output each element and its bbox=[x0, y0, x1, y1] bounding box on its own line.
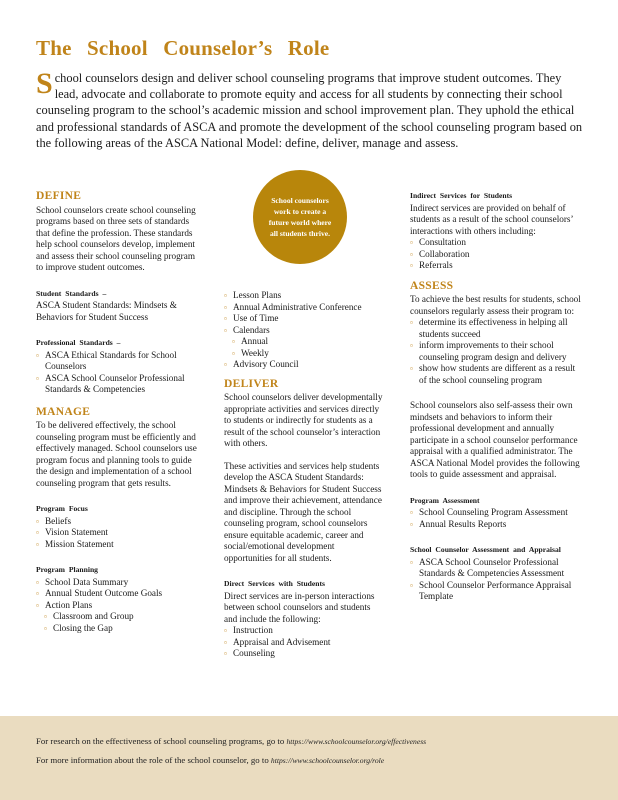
assess-heading: ASSESS bbox=[410, 279, 454, 292]
deliver-text: School counselors deliver developmentally appropriate activities and services directly to students or indirectly for students as a result of the school counselor’s interaction with others. bbox=[224, 392, 383, 448]
list-item: ▫ Vision Statement bbox=[36, 527, 200, 539]
list-item: ▫ School Counseling Program Assessment bbox=[410, 507, 582, 519]
intro-paragraph bbox=[36, 67, 584, 151]
list-item: ▫ inform improvements to their school counseling program design and delivery bbox=[410, 340, 582, 363]
effectiveness-link[interactable]: https://www.schoolcounselor.org/effectiveness bbox=[286, 737, 427, 746]
footer-band bbox=[0, 716, 618, 800]
list-item: ▫ Referrals bbox=[410, 260, 582, 272]
direct-services-list bbox=[224, 625, 384, 660]
list-item: ▫ Annual Administrative Conference bbox=[224, 302, 384, 314]
list-item: ▫ School Counselor Performance Appraisal Template bbox=[410, 580, 582, 603]
manage-text: To be delivered effectively, the school counseling program must be efficiently and effectively managed. School counselors use program focus and planning tools to guide the design and implementation of a school counseling program that gets results. bbox=[36, 420, 197, 488]
intro-text: chool counselors design and deliver school counseling programs that improve student outcomes. They lead, advocate and collaborate to promote equity and access for all students by connecting their school counseling program to the school’s academic mission and school improvement plan. They uphold the ethical and professional standards of ASCA and promote the development of the school counseling program based on the following areas of the ASCA National Model: define, deliver, manage and assess. bbox=[36, 71, 583, 150]
deliver-text-2: These activities and services help students develop the ASCA Student Standards: Mindsets & Behaviors for Student Success and improve their achievement, attendance and discipline. Through the school counseling program, school counselors ensure equitable academic, career and social/emotional development opportunities for all students. bbox=[224, 460, 382, 563]
assess-list bbox=[410, 317, 582, 386]
list-item: ▫ Collaboration bbox=[410, 249, 582, 261]
list-item: ▫ Closing the Gap bbox=[36, 623, 200, 635]
list-item: ▫ Mission Statement bbox=[36, 539, 200, 551]
indirect-services-list bbox=[410, 237, 582, 272]
list-item: ▫ Calendars bbox=[224, 325, 384, 337]
column-middle bbox=[224, 290, 384, 660]
list-item: ▫ Annual bbox=[224, 336, 384, 348]
role-link[interactable]: https://www.schoolcounselor.org/role bbox=[270, 756, 385, 765]
list-item: ▫ Annual Results Reports bbox=[410, 519, 582, 531]
list-item: ▫ show how students are different as a result of the school counseling program bbox=[410, 363, 582, 386]
define-text: School counselors create school counseling programs based on three sets of standards that define the profession. These standards help school counselors develop, implement and assess their school counseling program to improve student outcomes. bbox=[36, 204, 196, 272]
program-focus-label: Program Focus bbox=[36, 504, 88, 513]
mission-circle bbox=[253, 170, 347, 264]
indirect-services-text: Indirect services are provided on behalf of students as a result of the school counselors’ interactions with others including: bbox=[410, 202, 573, 236]
list-item: ▫ Use of Time bbox=[224, 313, 384, 325]
footer-text: For more information about the role of the school counselor, go to bbox=[36, 755, 269, 765]
define-heading: DEFINE bbox=[36, 190, 82, 202]
list-item: ▫ Appraisal and Advisement bbox=[224, 637, 384, 649]
list-item: ▫ Advisory Council bbox=[224, 359, 384, 371]
list-item: ▫ Classroom and Group bbox=[36, 611, 200, 623]
list-item: ▫ ASCA Ethical Standards for School Counselors bbox=[36, 350, 200, 373]
list-item: ▫ Action Plans bbox=[36, 600, 200, 612]
program-assessment-list bbox=[410, 507, 582, 530]
program-focus-list bbox=[36, 516, 200, 551]
assess-text-2: School counselors also self-assess their own mindsets and behaviors to inform their professional development and annually participate in a school counselor performance appraisal with a qualified administrator. The ASCA National Model provides the following tools to guide assessment and appraisal. bbox=[410, 400, 580, 479]
program-assessment-label: Program Assessment bbox=[410, 495, 480, 505]
professional-standards-label: Professional Standards – bbox=[36, 338, 121, 347]
list-item: ▫ Beliefs bbox=[36, 516, 200, 528]
manage-tools-list bbox=[224, 290, 384, 371]
program-planning-list bbox=[36, 577, 200, 635]
list-item: ▫ Instruction bbox=[224, 625, 384, 637]
assess-text: To achieve the best results for students, school counselors regularly assess their program to: bbox=[410, 294, 581, 316]
footer-line-role bbox=[36, 755, 384, 765]
footer-text: For research on the effectiveness of school counseling programs, go to bbox=[36, 736, 285, 746]
appraisal-list bbox=[410, 557, 582, 603]
list-item: ▫ ASCA School Counselor Professional Standards & Competencies Assessment bbox=[410, 557, 582, 580]
column-left bbox=[36, 191, 200, 634]
direct-services-label: Direct Services with Students bbox=[224, 579, 325, 588]
column-right bbox=[410, 190, 582, 603]
footer-line-research bbox=[36, 736, 426, 746]
list-item: ▫ Lesson Plans bbox=[224, 290, 384, 302]
student-standards-text: ASCA Student Standards: Mindsets & Behaviors for Student Success bbox=[36, 300, 177, 322]
drop-cap: S bbox=[36, 67, 53, 100]
page-title: The School Counselor’s Role bbox=[36, 36, 330, 60]
list-item: ▫ Weekly bbox=[224, 348, 384, 360]
indirect-services-label: Indirect Services for Students bbox=[410, 191, 513, 200]
list-item: ▫ School Data Summary bbox=[36, 577, 200, 589]
list-item: ▫ determine its effectiveness in helping all students succeed bbox=[410, 317, 582, 340]
program-planning-label: Program Planning bbox=[36, 565, 98, 574]
list-item: ▫ Consultation bbox=[410, 237, 582, 249]
professional-standards-list bbox=[36, 350, 200, 396]
list-item: ▫ Counseling bbox=[224, 648, 384, 660]
manage-heading: MANAGE bbox=[36, 405, 91, 418]
circle-text: School counselors work to create a future world where all students thrive. bbox=[268, 196, 332, 238]
student-standards-label: Student Standards – bbox=[36, 288, 107, 298]
list-item: ▫ Annual Student Outcome Goals bbox=[36, 588, 200, 600]
appraisal-label: School Counselor Assessment and Appraisal bbox=[410, 545, 561, 554]
list-item: ▫ ASCA School Counselor Professional Standards & Competencies bbox=[36, 373, 200, 396]
deliver-heading: DELIVER bbox=[224, 377, 279, 390]
direct-services-text: Direct services are in-person interactions between school counselors and students and include the following: bbox=[224, 590, 375, 624]
